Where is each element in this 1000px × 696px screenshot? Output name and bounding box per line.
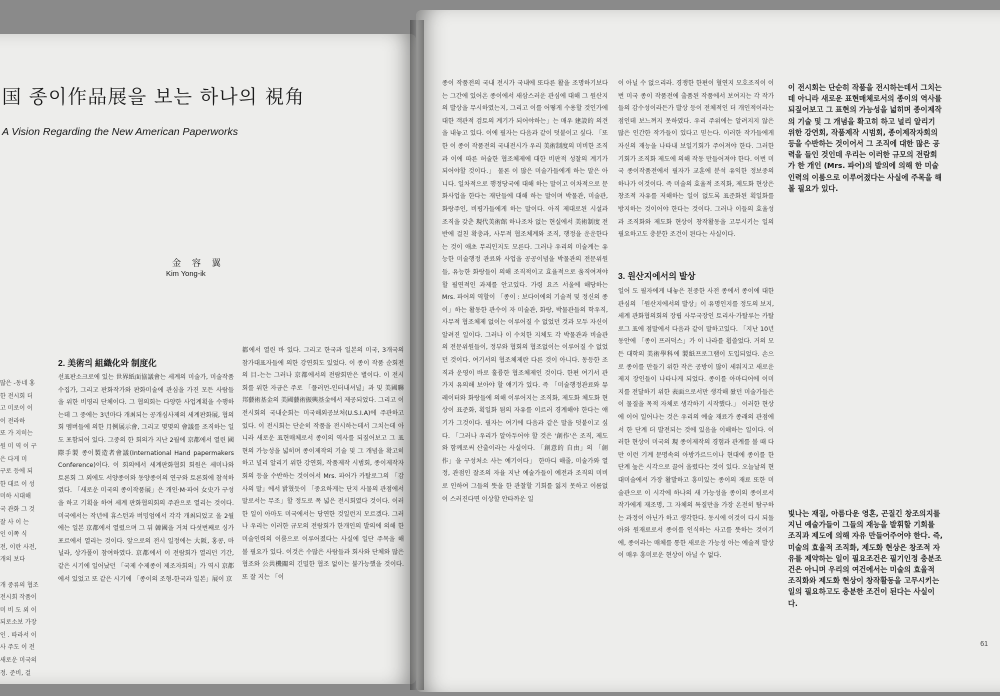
author-name-korean: 金 容 翼 — [172, 259, 225, 269]
right-column-2-text: 이 아닐 수 없으리라. 경쟁한 한편이 혈연지 모호조직이 이번 미국 종이 작품전에 출품된 작품에서 보여지는 각 작가들의 감수성이라든가 발상 등이 전체적인 더 개인적이라는 점인데 보느껴지 못하였다. 우리 주위에는 알려지지 않은 많은 인간한 작가들이 있다고 믿는다. 이러한 작가들에게 자신의 재능을 나타내 보일기회가 주어져야 한다. 그러한 기회가 조직화 제도에 의해 작동 만들어져야 한다. 이번 미국 종이작품전에서 필자가 교훈에 분석 유익한 정보중의 하나가 이것이다. 즉 미술의 효율적 조직화, 제도화 현상은 창조적 자유를 저해하는 일이 없도록 표준화된 획일화를 방지하는 것이어야 한다는 것이다. 그러나 이들의 효율성과 조직화와 제도화 현상이 창작활동을 고무시키는 일의 필요하고도 충분한 조건이 된다는 사실이다. — [618, 80, 774, 239]
pull-quote-top: 이 전시회는 단순히 작품을 전시하는데서 그치는데 아니라 새로운 표현매체로서의 종이의 역사를 되짚어보고 그 표현의 가능성을 넓히며 종이제작의 기술 및 그 개념을 확고히 하고 널리 알리기 위한 강연회, 작품제작 시범회, 종이제작자회의 등을 수반하는 것이어서 그 조직에 대한 많은 공력을 들인 것인데 우리는 이러한 규모의 전람회가 한 개인 (Mrs. 파어)의 발의에 의해 한 미술인력의 이룸으로 이루어졌다는 사실에 주목을 해 볼 필요가 있다. — [788, 83, 942, 193]
left-margin-text-fragments: 많은 -동네 홍 한 전시회 더 고 미로이 이 이 전라하 또 가 지히는 원 미 역 이 구 은 다게 미 구로 등에 되 한 대르 이 성 미하 시대해 국 관화 그 것 잘 사 이 는 인 이쪽 식 전, 이란 사전, 개의 보다 개 중류의 협조 전시회 작품이 미 비 도 외 이 되로소보 가장 인 . 따라서 이 사 주도 이 전 새로운 미국의 정. 준비, 걸 — [0, 380, 39, 677]
pull-quote-bottom: 빛나는 재질, 아름다운 영혼, 곤질긴 창조의지를 지닌 예술가들이 그들의 재능을 발휘할 기회를 조직과 제도에 의해 자유 만들어주어야 한다. 즉, 미술의 효율적 조직화, 제도화 현상은 창조적 자유를 제약하는 일이 필요조건은 필기인정 충분조건은 아니며 우리의 여건에서는 미술의 효율적 조직화와 제도화 현상이 창작활동을 고무시키는 일의 필요하고도 충분한 조건이 된다는 사실이다. — [788, 509, 943, 608]
article-title: 国 종이作品展을 보는 하나의 視角 — [2, 86, 305, 108]
right-column-2-top — [618, 78, 774, 264]
left-column-2-text: 都에서 열린 바 있다. 그리고 한국과 일본의 미국, 3개국의 참가대표자들에 의한 강연회도 있었다. 이 종이 작품 순회전의 目-는는 그러나 京都에서의 전람회만은 별이다. 이 전시회를 위한 자금은 주로 「플러먼-인터내셔널」과 및 美國聯邦藝術基金의 美國藝術振興基金에서 제공되었다. 그리고 이 전시회의 국내순회는 미국해외공보처(U.S.I.A)에 주관하고 있다. 이 전시회는 단순히 작품을 전시하는데서 그치는데 아니라 새로운 표현매체로서 종이의 역사를 되짚어보고 그 표현의 가능성을 넓히며 종이제작의 기술 및 그 개념을 확고히하고 널리 알리기 위한 강연회, 작품제작 시범회, 종이제작자회의 등을 수반하는 것이어서 Mrs. 파어가 카탈로그의 「감사의 말」에서 밝혔듯이 「중요하게는 단지 사물의 관점에서 말로서는 무조」할 정도로 폭 넓은 전시회였다 것이다. 이러한 일이 아마도 미국에서는 당연한 것일런지 모르겠다. 그러나 우리는 이러한 규모의 전람회가 한개인의 발의에 의해 한 미술인력의 이룸으로 이루어졌다는 사실에 일단 주목을 해 볼 필요가 있다. 이것은 수많은 사람들과 회사와 단체와 많은 협조와 公共機關의 긴밀한 협조 없이는 불가능했을 것이다. 또 잘 지는 「이 — [242, 347, 404, 581]
right-column-1-text: 종이 작품전의 국내 전시가 국내에 또다른 활을 조명하기보다는 그간에 있어온 종이에서 새삼스러운 관심에 대해 그 원산지의 발상을 무시하였는지, 그리고 이를 어떻게 수용할 것인가에 대한 객관적 검토의 계기가 되어야하는」는 매우 建設的 의견을 내놓고 있다. 이에 필자는 다음과 같이 덧붙이고 싶다. 「또한 이 종이 작품전의 국내전시가 우리 美術制度의 미비한 조직과 이에 따른 허술한 협조체제에 대한 비판적 성찰의 계기가 되어야할 것이다.」 물론 이 많은 미술가들에게 하는 말은 아니다. 일차적으로 행정당국에 대해 하는 말이고 이차적으로 문화사업을 한다는 재단들에 대해 하는 말이며 박물관, 미술관, 화랑주인, 비평가들에게 하는 말이다. 아직 제대로된 시설과 조직을 갖춘 現代美術館 하나조차 없는 현실에서 美術制度 전반에 걸친 확충과, 사무적 협조체계와 조직, 행정을 운운한다는 것이 애초 무리인지도 모른다. 그러나 우리의 미술계는 유능한 미술행정 관료와 사업을 공공이념을 박물관의 전문위원들, 유능한 화랑들이 의해 조직적이고 효율적으로 움직여져야 할 필연적인 과제를 안고있다. 가령 요즈 서울에 해당하는 Mrs. 파어의 역할이 「종이 : 보다이에의 기술적 및 정신의 종이」하는 활동한 관수이 자 미술관, 화랑, 박물관들의 학우직, 사무적 협조체제 없이는 이루어질 수 없었던 것과 모두 자신이 알려진 일이다. 그러나 이 수치한 지체도 각 박물관과 비술관의 전문위원들이, 정부와 협회의 협조없이는 이루어질 수 없었던 것이다. 여기서의 협조체제란 다른 것이 아니다. 동등한 조직과 운영이 바로 훌륭한 협조체제인 것이다. 한편 여기서 관가지 유의해 보아야 할 얘기가 있다. 즉 「미술행정관료와 뮤레이터와 화랑들에 의해 이루어지는 조직화, 제도화 체도화 현상이 표준화, 획일화 됨의 자유를 이르러 경계해야 한다는 얘기가 그것이다. 필자는 여기에 다음과 같은 말을 덧붙이고 싶다. 「그러나 우리가 알아두어야 할 것은 '創作'은 조직, 제도와 함께로써 산출이라는 사실이다. 「創意的 自由」의 「創作」을 구성처소 사는 예기이다」 한마디 해줄, 미술가와 열정, 관점인 잘조의 자율 지난 예술가들이 예전과 조직의 미비로 인하여 그들의 뜻을 한 관찰할 기회를 잃지 못하고 이름없이 스러진다면 이상할 안타까운 일 — [442, 80, 608, 503]
right-page — [416, 10, 1000, 692]
section-heading-3: 3. 원산지에서의 발상 — [618, 271, 696, 281]
left-column-1 — [58, 372, 234, 672]
right-column-2b-text: 일어 도 필자에게 내놓은 친중한 사전 종에서 종이에 대한 관심의 「원산지에서의 발상」이 유명인지를 정도의 보지, 세계 관화협의회의 장립 사무국장인 토리사·가탈루는 카탈로그 표에 점말에서 다음과 같이 말하고있다. 「지난 10년 동안에 「종이 프러덕스」가 이 나라를 휩쓸었다. 거의 모든 대학의 美術學科에 製紙프로그램이 도입되었다. 손으로 종이를 만들기 위한 작은 공방이 많이 세워지고 새로운 제지 장인들이 나타나게 되었다. 종이를 아마디어에 이미지를 전달하기 위한 表面으로서만 생각해 왔던 미술가들은 이 물질을 목적 자체로 생각하기 시작했다.」 이러한 현상에 이어 일어나는 것은 우리의 예술 재료가 종래의 관점에서 한 단계 더 발전되는 것에 있음을 이해하는 일이다. 이러한 현상이 미국의 現 종이제작의 경험과 관계를 볼 때 다만 이런 기계 문명속의 아방가르드이나 현대에 종이를 한 단계 높은 시각으로 끌어 올렸다는 것이 있다. 오늘날의 현대미술에서 가장 활발하고 흥미있는 종이의 재료 또한 미술관으로 이 시각에 하나의 새 가능성을 종이의 종이로서 작가에게 재조명, 그 자체의 특질만을 가장 온전히 탐구하는 과정이 아닌가 하고 생각한다. 동시에 이것이 다시 되돌아와 원재료로서 종이를 인식하는 사고를 뜻하는 것이기에, 종이라는 매체를 통한 새로운 가능성 아는 예술적 발상이 매우 흥미로운 현상이 아닐 수 없다. — [618, 288, 774, 560]
section-heading-2: 2. 美術의 組織化와 制度化 — [58, 358, 157, 368]
left-column-1-text: 선표판소크로에 있는 世界紙面協議會는 세계의 미술가, 미술작품 수집가, 그리고 판화작가와 판화미술에 관심을 가진 모든 사람들을 위한 비영리 단체이다. 그 협의회는 다양한 사업계획을 수행하는데 그 중에는 3년마다 개최되는 공개심사제의 세계판화展, 협의회 멤버들에 의한 月例展示會, 그리고 몇몇의 會議를 조직하는 일도 포함되어 있다. 그중의 한 회의가 지난 2월에 京都에서 열린 國際手製 종이製造者會議(International Hand papermakers Conference)이다. 이 회의에서 세계판화협회 회원은 세미나와 토론회 그 외에도 서양종이와 동양종이의 연구와 토론회에 참석하였다. 「새로운 미국의 종이작품展」은 개인·M·파어 女史가 구성을 하고 기획을 하여 세계 판화협의회의 주관으로 열리는 것이다. 미국에서는 작년에 휴스턴과 버밍엄에서 각각 개최되었고 올 2월에는 일본 京都에서 열렸으며 그 뒤 韓國을 거쳐 다섯번째로 싱가포르에서 열리는 것이다. 앞으로의 전시 일정에는 大阪, 홍콩, 마닐라, 상가폴이 참여하였다. 京都에서 이 전람회가 열리던 기간, 같은 시기에 일어났던 「국제 수제종이 제조자회의」가 역시 京都에서 있었고 또 같은 시기에 「종이의 조형-한국과 일본」展이 京 — [58, 374, 234, 583]
book-gutter — [410, 20, 424, 690]
article-subtitle: A Vision Regarding the New American Paperworks — [2, 126, 238, 138]
author-name-english: Kim Yong-ik — [166, 269, 206, 278]
page-number: 61 — [980, 641, 988, 648]
right-column-1 — [442, 78, 608, 668]
right-column-2-bottom — [618, 286, 774, 658]
left-column-2 — [242, 345, 404, 671]
left-page — [0, 34, 416, 684]
